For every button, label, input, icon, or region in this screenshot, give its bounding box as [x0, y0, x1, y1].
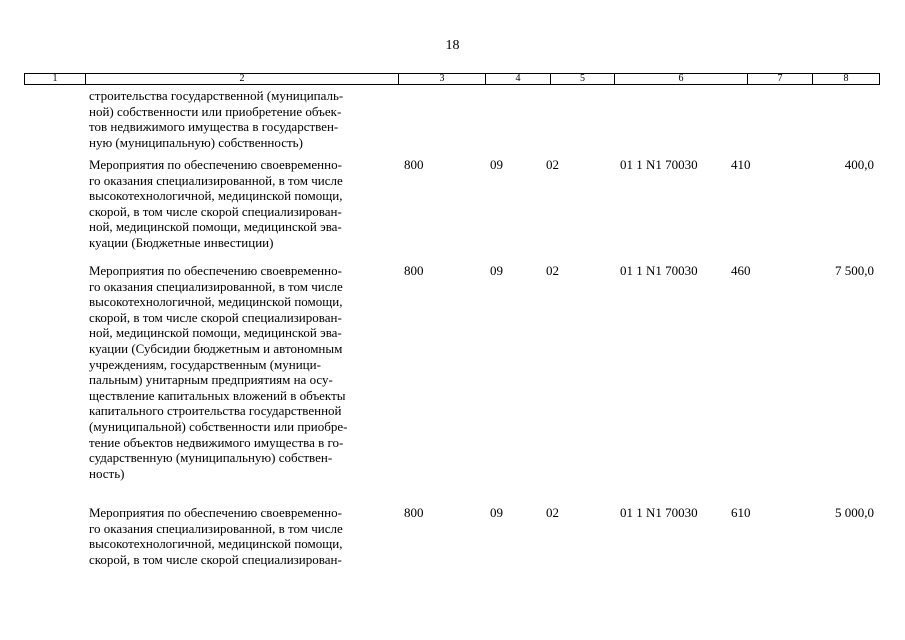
page-number: 18 — [445, 38, 460, 53]
row-name-line: ществление капитальных вложений в объекты — [89, 387, 346, 403]
row-name-line: Мероприятия по обеспечению своевременно- — [89, 157, 342, 172]
row-name-line: тов недвижимого имущества в государствен- — [89, 119, 339, 135]
row-name-line: высокотехнологичной, медицинской помощи, — [89, 294, 343, 310]
cell-ministry-code: 800 — [404, 505, 424, 520]
row-name-line: ной) собственности или приобретение объек- — [89, 103, 342, 119]
cell-target-article: 01 1 N1 70030 — [620, 263, 698, 278]
row-name-line: Мероприятия по обеспечению своевременно- — [89, 505, 342, 520]
row-name-line: скорой, в том числе скорой специализирован- — [89, 203, 342, 219]
column-header-6: 6 — [614, 74, 747, 84]
column-header-4: 4 — [485, 74, 550, 84]
column-header-7: 7 — [747, 74, 812, 84]
column-header-1: 1 — [52, 73, 58, 84]
row-name-line: скорой, в том числе скорой специализирован- — [89, 309, 342, 325]
row-name-line: ную (муниципальную) собственность) — [89, 134, 303, 150]
cell-target-article: 01 1 N1 70030 — [620, 157, 698, 172]
cell-section: 09 — [490, 263, 503, 278]
row-name-line: высокотехнологичной, медицинской помощи, — [89, 188, 343, 204]
row-name-line: учреждениям, государственным (муници- — [89, 356, 321, 372]
row-name-line: куации (Субсидии бюджетным и автономным — [89, 340, 343, 356]
column-header-2: 2 — [85, 74, 398, 84]
row-name-line: высокотехнологичной, медицинской помощи, — [89, 536, 343, 552]
row-name-line: капитального строительства государственной — [89, 403, 342, 419]
column-header-8: 8 — [812, 74, 879, 84]
row-name-line: скорой, в том числе скорой специализирован- — [89, 551, 342, 567]
column-header-5: 5 — [550, 74, 614, 84]
row-name-line: сударственную (муниципальную) собствен- — [89, 450, 333, 466]
row-name-line: го оказания специализированной, в том числе — [89, 520, 343, 536]
cell-section: 09 — [490, 157, 503, 172]
cell-target-article: 01 1 N1 70030 — [620, 505, 698, 520]
cell-expense-type: 410 — [731, 157, 751, 172]
row-name — [89, 263, 347, 481]
row-name-line: ность) — [89, 465, 125, 481]
cell-ministry-code: 800 — [404, 263, 424, 278]
row-name-line: (муниципальной) собственности или приобре- — [89, 418, 348, 434]
row-name — [89, 505, 343, 567]
cell-subsection: 02 — [546, 263, 559, 278]
row-name-line: го оказания специализированной, в том числе — [89, 278, 343, 294]
row-name-line: куации (Бюджетные инвестиции) — [89, 234, 274, 250]
cell-section: 09 — [490, 505, 503, 520]
cell-expense-type: 460 — [731, 263, 751, 278]
cell-amount: 400,0 — [844, 157, 874, 172]
cell-subsection: 02 — [546, 157, 559, 172]
row-name-line: пальным) унитарным предприятиям на осу- — [89, 372, 333, 388]
column-header-3: 3 — [398, 74, 485, 84]
row-name-line: тение объектов недвижимого имущества в го- — [89, 434, 344, 450]
cell-subsection: 02 — [546, 505, 559, 520]
cell-ministry-code: 800 — [404, 157, 424, 172]
table-header-row — [24, 73, 880, 85]
row-name-line: строительства государственной (муниципаль- — [89, 88, 344, 103]
row-name-line: ной, медицинской помощи, медицинской эва- — [89, 325, 342, 341]
cell-amount: 7 500,0 — [835, 263, 874, 278]
row-name — [89, 157, 343, 251]
row-name-line: го оказания специализированной, в том числе — [89, 172, 343, 188]
cell-expense-type: 610 — [731, 505, 751, 520]
cell-amount: 5 000,0 — [835, 505, 874, 520]
row-name — [89, 88, 343, 150]
row-name-line: Мероприятия по обеспечению своевременно- — [89, 263, 342, 278]
row-name-line: ной, медицинской помощи, медицинской эва- — [89, 219, 342, 235]
